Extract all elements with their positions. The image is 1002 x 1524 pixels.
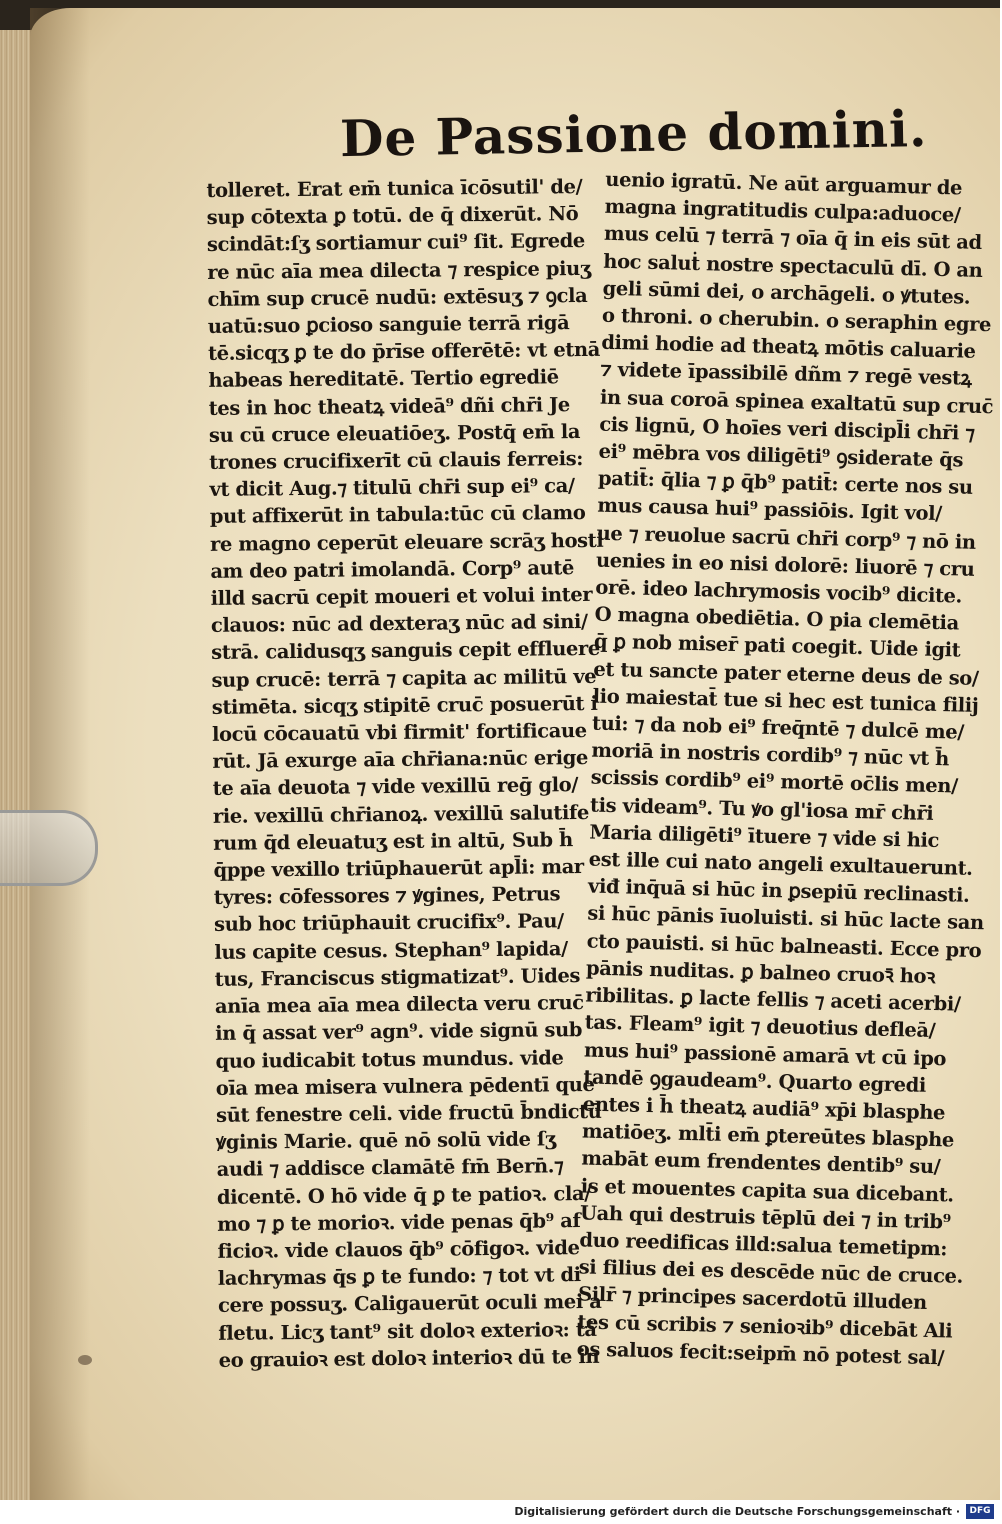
text-line: dicentē. O hō vide q̄ ꝑ te patioꝛ. cla/ [216,1181,591,1209]
dfg-logo[interactable]: DFG [966,1504,994,1519]
running-header: De Passione domini. [339,98,928,169]
text-line: ue ⁊ reuolue sacrū chr̄i corp⁹ ⁊ nō in [596,521,976,554]
text-line: te aīa deuota ⁊ vide vexillū reḡ glo/ [212,773,579,801]
text-line: ribilitas. ꝑ lacte fellis ⁊ aceti acerbi/ [585,983,961,1016]
text-line: am deo patri imolandā. Corp⁹ autē [210,555,575,583]
text-line: tē.sicqʒ ꝑ te do p̄rīse offerētē: vt etnā [207,338,601,366]
text-line: re nūc aīa mea dilecta ⁊ respice piuʒ [207,256,591,284]
text-line: put affixerūt in tabula:tūc cū clamo [209,501,586,529]
text-line: in sua coroā spinea exaltatū sup cruc̄ [599,385,994,418]
text-line: moriā in nostris cordib⁹ ⁊ nūc vt h̄ [591,738,950,771]
text-line: uenio igratū. Ne aūt arguamur de [605,167,963,200]
text-line: lachrymas q̄s ꝑ te fundo: ⁊ tot vt di [217,1263,581,1291]
text-line: sup cōtexta ꝑ totū. de q̄ dixerūt. Nō [206,202,579,230]
text-line: geli sūmi dei, o archāgeli. o ꝟtutes. [602,276,971,309]
text-line: matiōeʒ. mlt̄i em̄ ꝑtereūtes blasphe [581,1119,955,1152]
text-line: orē. ideo lachrymosis vocib⁹ dicite. [595,575,963,608]
text-line: viđ inq̄uā si hūc in ꝑsepiū reclinasti. [587,874,970,908]
text-line: ei⁹ mēbra vos diligēti⁹ ꝯsiderate q̄s [598,439,964,472]
text-line: tes in hoc theatꝝ videā⁹ dñi chr̄i Je [208,392,570,420]
text-line: mus celū ⁊ terrā ⁊ oīa q̄ in eis sūt ad [603,222,983,255]
text-line: chīm sup crucē nudū: extēsuʒ ⁊ ꝯcla [207,283,588,311]
text-line: quo iudicabit totus mundus. vide [215,1045,564,1073]
text-line: rie. vexillū chr̄ianoꝝ. vexillū salutife [212,800,590,828]
text-line: sub hoc triūphauit crucifix⁹. Pau/ [213,909,564,937]
text-line: anīa mea aīa mea dilecta veru cruc̄ [214,991,584,1018]
text-line: vt dicit Aug.⁊ titulū chr̄i sup ei⁹ ca/ [209,474,575,502]
text-line: tyres: cōfessores ⁊ ꝟgines, Petrus [213,882,561,910]
text-line: fletu. Licʒ tant⁹ sit doloꝛ exterioꝛ: tā [218,1317,597,1345]
text-line: uatū:suo ꝑcioso sanguie terrā rigā [207,311,570,338]
text-line: tui: ⁊ da nob ei⁹ freq̄ntē ⁊ dulcē me/ [591,711,965,744]
text-column-right [576,166,994,1370]
text-line: magna ingratitudis culpa:aduoce/ [604,194,961,227]
text-line: cto pauisti. si hūc balneasti. Ecce pro [586,929,982,962]
text-line: patit̄: q̄lia ⁊ ꝑ q̄b⁹ patit̄: certe nos su [597,466,973,500]
text-line: Uah qui destruis tēplū dei ⁊ in trib⁹ [579,1201,952,1234]
text-line: uenies in eo nisi dolorē: liuorē ⁊ cru [595,548,975,581]
text-line: si filius dei es descēde nūc de cruce. [578,1255,964,1288]
text-line: mus hui⁹ passionē amarā vt cū ipo [583,1037,947,1070]
text-line: in q̄ assat ver⁹ agn⁹. vide signū sub [215,1018,583,1046]
text-line: tolleret. Erat em̄ tunica īcōsutil' de/ [206,175,583,202]
gutter-shadow [30,8,90,1500]
text-line: locū cōcauatū vbi firmit' fortificaue [211,719,587,746]
ink-smudge [78,1355,92,1365]
text-line: illd sacrū cepit moueri et volui inter [210,582,593,610]
text-line: et tu sancte pater eterne deus de so/ [593,657,979,690]
text-line: ꝟginis Marie. quē nō solū vide ſʒ [216,1127,556,1155]
text-line: is et mouentes capita sua dicebant. [580,1173,955,1207]
text-line: Maria diligēti⁹ ītuere ⁊ vide si hic [589,820,940,852]
text-line: ⁊ videte īpassibilē dñm ⁊ regē vestꝝ [600,358,972,391]
text-line: su cū cruce eleuatiōeʒ. Postq̄ em̄ la [208,419,581,447]
text-line: lio maiestat̄ tue si hec est tunica filij [592,684,979,717]
text-line: tes cū scribis ⁊ senioꝛib⁹ dicebāt Ali [577,1309,953,1343]
text-line: tandē ꝯgaudeam⁹. Quarto egredi [583,1065,927,1097]
text-line: O magna obediētia. O pia clemētia [594,602,960,635]
text-line: rum q̄d eleuatuʒ est in altū, Sub h̄ [213,828,573,855]
text-line: oīa mea misera vulnera pēdentī que [215,1072,595,1100]
text-line: habeas hereditatē. Tertio egrediē [208,365,559,393]
text-line: cis lignū, O hoīes veri discipl̄i chr̄i ⁊ [599,412,975,445]
text-line: dimi hodie ad theatꝝ mōtis caluarie [601,330,976,364]
text-line: est ille cui nato angeli exultauerunt. [588,847,973,880]
text-line: tus, Franciscus stigmatizat⁹. Uides [214,963,581,991]
text-line: lus capite cesus. Stephan⁹ lapida/ [214,936,568,964]
digitization-footer [0,1500,1000,1524]
text-line: re magno ceperūt eleuare scrāʒ hosti [209,528,604,556]
text-line: q̄ppe vexillo triūphauerūt apl̄i: mar [213,855,584,882]
text-line: rūt. Jā exurge aīa chr̄iana:nūc erige [212,746,589,774]
text-line: mus causa hui⁹ passiōis. Igit vol/ [597,494,943,526]
text-line: mo ⁊ ꝑ te morioꝛ. vide penas q̄b⁹ af [217,1208,581,1236]
text-line: hoc saluṫ nostre spectaculū dī. O an [603,249,983,282]
text-line: sup crucē: terrā ⁊ capita ac militū ve [211,664,597,692]
text-line: duo reedificas illd:salua temetipm: [579,1228,948,1261]
text-column-left [206,173,604,1372]
text-line: audi ⁊ addisce clamātē fm̄ Bern̄.⁊ [216,1154,564,1182]
text-line: Silr̄ ⁊ principes sacerdotū illuden [577,1282,928,1315]
text-line: mabāt eum frendentes dentib⁹ su/ [581,1146,941,1179]
text-line: eo grauioꝛ est doloꝛ interioꝛ dū te in [218,1344,600,1372]
text-line: ficioꝛ. vide clauos q̄b⁹ cōfigoꝛ. vide [217,1236,580,1263]
text-line: stimēta. sicqʒ stipitē cruc̄ posuerūt i [211,691,598,719]
text-line: sūt fenestre celi. vide fructū b̄ndictū [215,1099,602,1127]
text-line: scindāt:ſʒ sortiamur cui⁹ ſit. Egrede [206,229,585,257]
text-line: cere possuʒ. Caligauerūt oculi mei a [217,1290,602,1318]
text-line: q̄ ꝑ nob miser̄ pati coegit. Uide igit [593,630,961,663]
text-line: scissis cordib⁹ ei⁹ mortē oc̄lis men/ [590,766,959,798]
page-clip [0,810,98,886]
text-line: entes i h̄ theatꝝ audiā⁹ xp̄i blasphe [582,1092,946,1125]
text-line: pānis nuditas. ꝑ balneo cruoꝛ̄ hoꝛ [585,956,936,988]
text-line: trones crucifixerīt cū clauis ferreis: [209,447,584,474]
text-line: clauos: nūc ad dexteraʒ nūc ad sini/ [210,610,588,638]
text-line: si hūc pānis īuoluisti. si hūc lacte san [587,902,985,935]
text-line: tas. Fleam⁹ igit ⁊ deuotius defleā/ [584,1010,936,1043]
text-line: os saluos fecit:seipm̄ nō potest sal/ [576,1337,945,1370]
text-line: tis videam⁹. Tu ꝟo gl'iosa mr̄ chr̄i [589,793,934,825]
funding-credit: Digitalisierung gefördert durch die Deutsche Forschungsgemeinschaft · [514,1505,960,1518]
text-line: o throni. o cherubin. o seraphin egre [601,303,992,337]
text-line: strā. calidusqʒ sanguis cepit effluere [211,637,600,665]
